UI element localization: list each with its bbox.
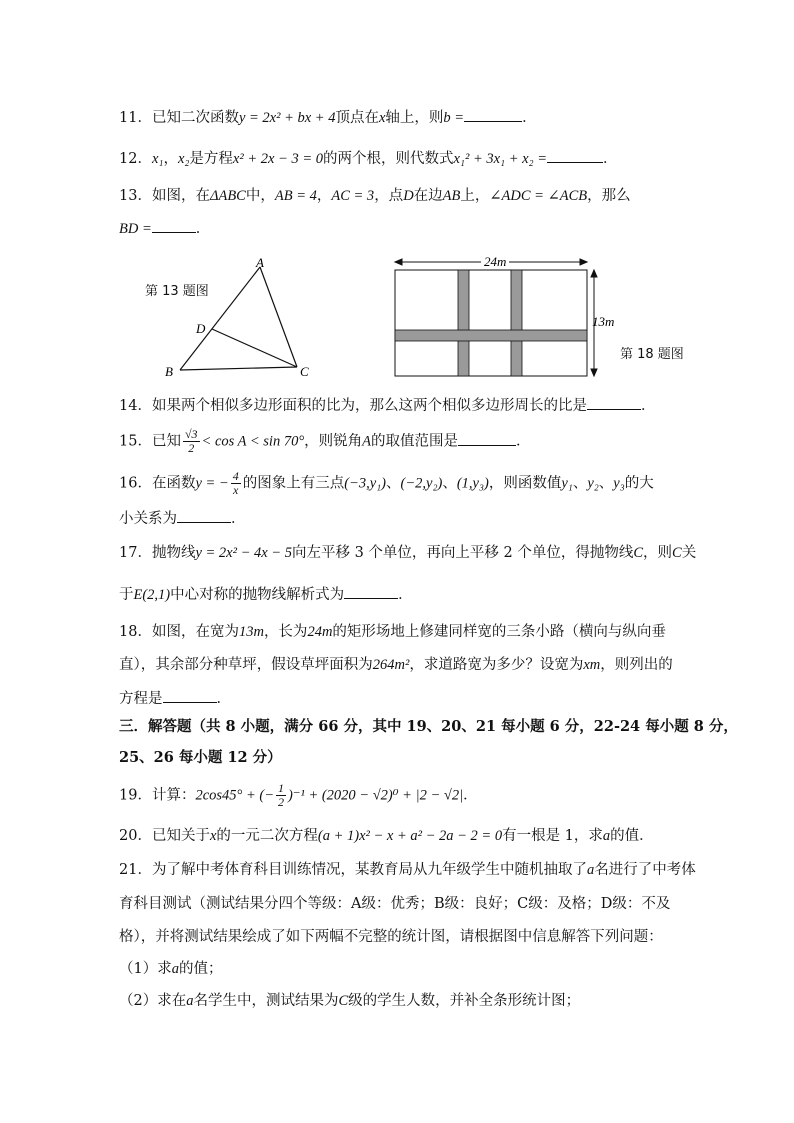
answer-blank[interactable] — [152, 218, 196, 233]
question-12: 12．x₁，x₂是方程x² + 2x − 3 = 0的两个根，则代数式x₁² + 3x₁ + x₂ = ． — [119, 148, 618, 169]
question-13: 13．如图，在ΔABC中，AB = 4，AC = 3，点D在边AB上，∠ADC = ∠ACB，那么 — [119, 188, 631, 204]
vertex-label-c: C — [300, 364, 309, 379]
figure-13-triangle — [160, 255, 320, 380]
question-18: 18．如图，在宽为13m，长为24m的矩形场地上修建同样宽的三条小路（横向与纵向垂 — [119, 624, 666, 640]
fraction-1-over-2: $\frac{1}{2}$ — [277, 781, 284, 809]
arrow-down-icon — [591, 369, 597, 376]
question-13-line2: BD = ． — [119, 218, 210, 239]
arrow-up-icon — [591, 270, 597, 277]
vertex-label-a: A — [256, 255, 264, 270]
point-label-d: D — [196, 321, 206, 336]
question-19: 19．计算：2cos45° + (− $\frac{1}{2}$ )⁻¹ + (2020 − √2)⁰ + |2 − √2|． — [119, 781, 478, 809]
answer-blank[interactable] — [458, 431, 516, 446]
answer-blank[interactable] — [547, 148, 603, 163]
question-15: 15．已知 $\frac{√3}{2}$ < cos A < sin 70°，则锐角A的取值范围是 ． — [119, 427, 531, 455]
width-label: 24m — [484, 254, 507, 269]
answer-blank[interactable] — [177, 508, 231, 523]
arrow-left-icon — [395, 259, 402, 265]
question-21: 21．为了解中考体育科目训练情况，某教育局从九年级学生中随机抽取了a名进行了中考体 — [119, 862, 696, 878]
horizontal-road — [395, 330, 587, 341]
side-bc — [180, 367, 297, 370]
field-rectangle — [395, 270, 587, 376]
question-18-line3: 方程是 ． — [119, 688, 231, 709]
question-21-line2: 育科目测试（测试结果分四个等级：A级：优秀；B级：良好；C级：及格；D级：不及 — [119, 896, 671, 912]
fraction-sqrt3-over-2: $\frac{√3}{2}$ — [184, 427, 198, 455]
answer-blank[interactable] — [163, 688, 217, 703]
figure-13-caption: 第 13 题图 — [145, 284, 209, 299]
question-21-line3: 格），并将测试结果绘成了如下两幅不完整的统计图，请根据图中信息解答下列问题： — [119, 929, 663, 945]
vertical-road-1 — [458, 270, 469, 376]
answer-blank[interactable] — [344, 584, 398, 599]
question-18-line2: 直），其余部分种草坪，假设草坪面积为264m²，求道路宽为多少？设宽为xm，则列出的 — [119, 657, 673, 673]
side-ab — [180, 267, 260, 370]
figure-18-caption: 第 18 题图 — [620, 347, 684, 362]
section-3-heading-line2: 25、26 每小题 12 分） — [119, 749, 282, 766]
arrow-right-icon — [580, 259, 587, 265]
question-16: 16．在函数y = − $\frac{4}{x}$ 的图象上有三点(−3,y₁)、(−2,y₂)、(1,y₃)，则函数值y₁、y₂、y₃的大 — [119, 469, 654, 497]
segment-dc — [212, 329, 297, 367]
question-17-line2: 于E(2,1)中心对称的抛物线解析式为 ． — [119, 584, 413, 605]
answer-blank[interactable] — [587, 395, 641, 410]
height-label: 13m — [592, 314, 615, 329]
vertex-label-b: B — [165, 364, 173, 379]
figure-18-rectangle — [385, 250, 615, 380]
section-3-heading: 三．解答题（共 8 小题，满分 66 分，其中 19、20、21 每小题 6 分，22-24 每小题 8 分， — [119, 718, 738, 735]
question-17: 17．抛物线y = 2x² − 4x − 5向左平移 3 个单位，再向上平移 2 个单位，得抛物线C，则C关 — [119, 545, 697, 561]
question-21-part1: （1）求a的值； — [119, 961, 223, 977]
vertical-road-2 — [511, 270, 522, 376]
answer-blank[interactable] — [464, 107, 522, 122]
question-21-part2: （2）求在a名学生中，测试结果为C级的学生人数，并补全条形统计图； — [119, 993, 581, 1009]
question-16-line2: 小关系为 ． — [119, 508, 246, 529]
question-11: 11．已知二次函数y = 2x² + bx + 4顶点在x轴上，则b = ． — [119, 107, 537, 128]
question-20: 20．已知关于x的一元二次方程(a + 1)x² − x + a² − 2a − 2 = 0有一根是 1，求a的值． — [119, 828, 654, 844]
side-ac — [260, 267, 297, 367]
fraction-4-over-x: $\frac{4}{x}$ — [232, 469, 239, 497]
question-14: 14．如果两个相似多边形面积的比为，那么这两个相似多边形周长的比是 ． — [119, 395, 655, 416]
